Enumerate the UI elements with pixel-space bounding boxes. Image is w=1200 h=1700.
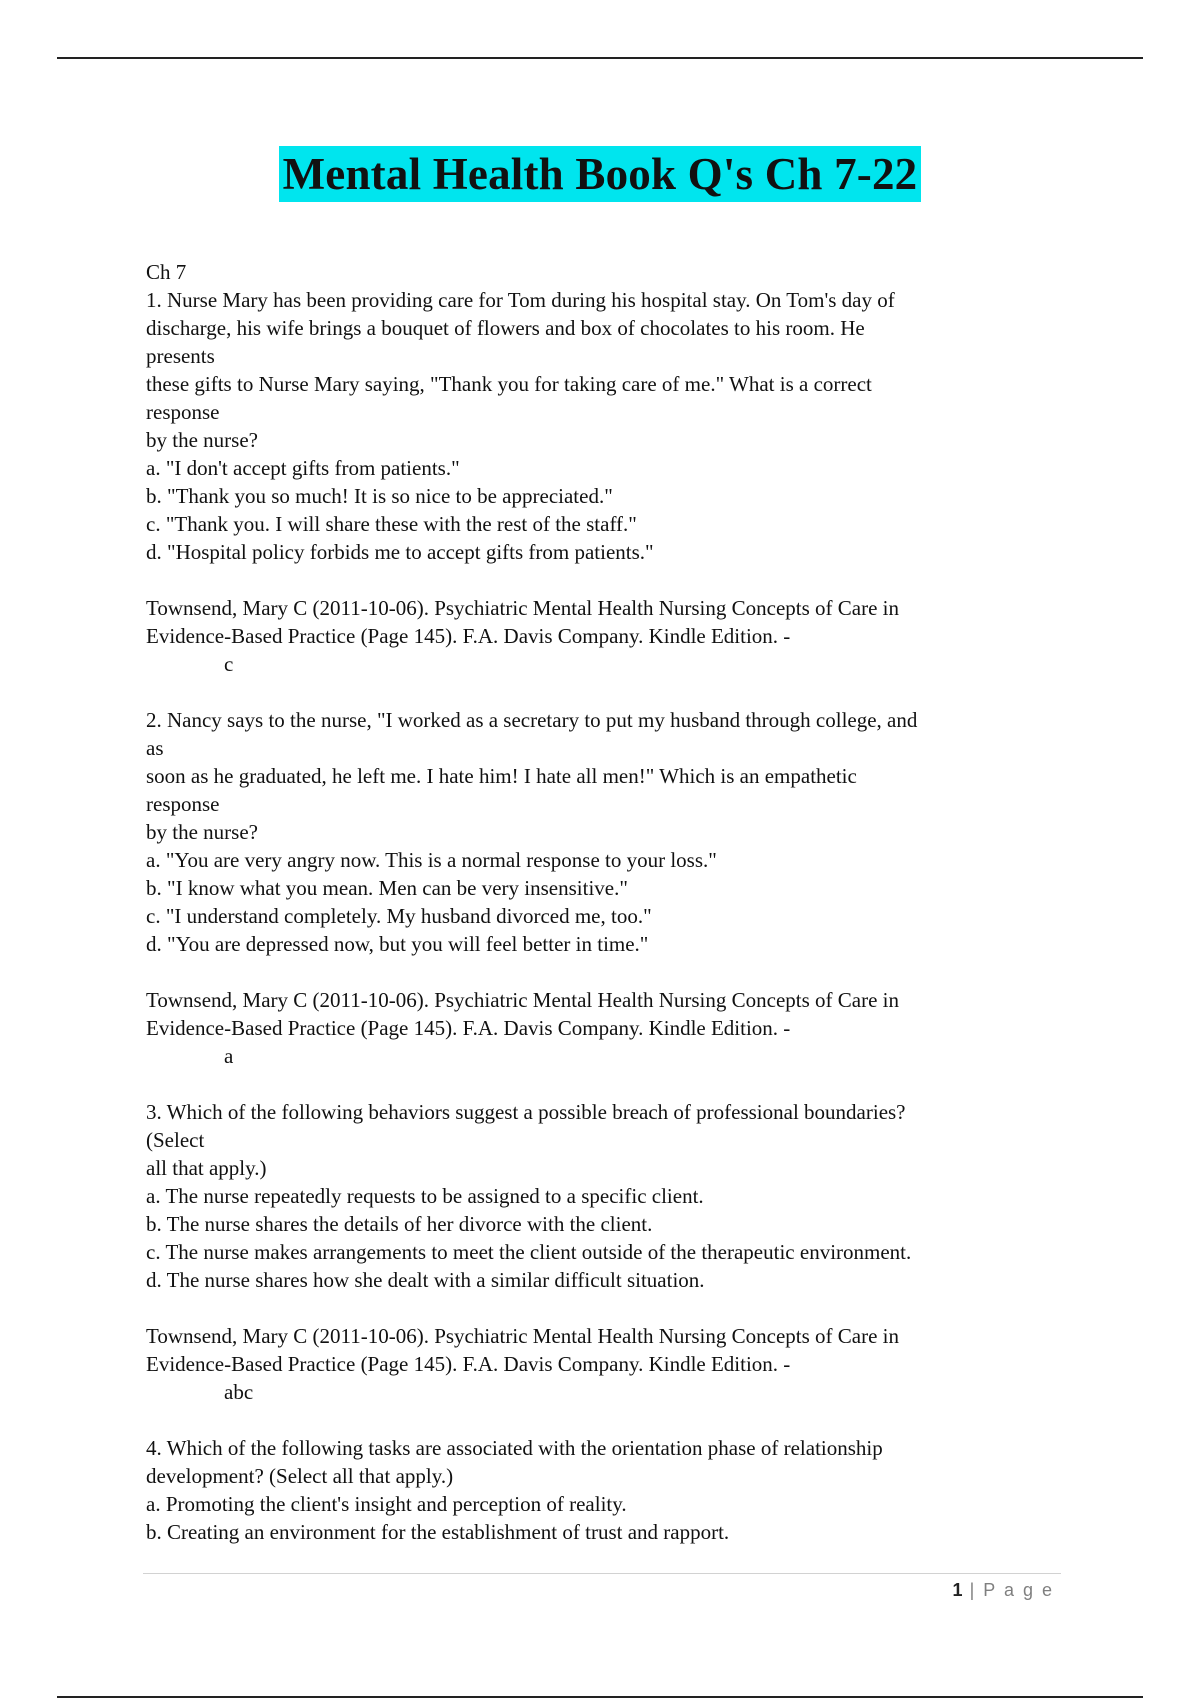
spacer — [146, 958, 1051, 986]
chapter-heading: Ch 7 — [146, 260, 187, 284]
option-a: a. "I don't accept gifts from patients." — [146, 456, 460, 480]
answer-key: abc — [224, 1380, 254, 1404]
question-line: by the nurse? — [146, 428, 258, 452]
question-line: all that apply.) — [146, 1156, 267, 1180]
document-body — [146, 258, 1051, 1546]
answer-key: c — [224, 652, 234, 676]
question-line: 1. Nurse Mary has been providing care for Tom during his hospital stay. On Tom's day of — [146, 288, 895, 312]
citation-line: Evidence-Based Practice (Page 145). F.A. Davis Company. Kindle Edition. - — [146, 1016, 791, 1040]
option-a: a. The nurse repeatedly requests to be assigned to a specific client. — [146, 1184, 704, 1208]
citation-line: Townsend, Mary C (2011-10-06). Psychiatric Mental Health Nursing Concepts of Care in — [146, 1324, 900, 1348]
answer-key: a — [224, 1044, 234, 1068]
citation-line: Evidence-Based Practice (Page 145). F.A. Davis Company. Kindle Edition. - — [146, 624, 791, 648]
question-3 — [146, 1098, 1051, 1294]
question-line: these gifts to Nurse Mary saying, "Thank you for taking care of me." What is a correct — [146, 372, 872, 396]
question-line: discharge, his wife brings a bouquet of flowers and box of chocolates to his room. He — [146, 316, 865, 340]
option-b: b. The nurse shares the details of her divorce with the client. — [146, 1212, 653, 1236]
source-citation-2 — [146, 986, 1051, 1070]
spacer — [146, 566, 1051, 594]
question-1 — [146, 286, 1051, 566]
spacer — [146, 1070, 1051, 1098]
question-line: response — [146, 792, 220, 816]
question-line: development? (Select all that apply.) — [146, 1464, 454, 1488]
option-d: d. "You are depressed now, but you will feel better in time." — [146, 932, 649, 956]
question-2 — [146, 706, 1051, 958]
footer-separator: | — [969, 1580, 977, 1600]
option-a: a. Promoting the client's insight and perception of reality. — [146, 1492, 627, 1516]
option-b: b. Creating an environment for the establishment of trust and rapport. — [146, 1520, 730, 1544]
spacer — [146, 678, 1051, 706]
question-line: (Select — [146, 1128, 205, 1152]
footer-divider — [143, 1573, 1061, 1574]
question-4 — [146, 1434, 1051, 1546]
document-title: Mental Health Book Q's Ch 7-22 — [279, 146, 922, 202]
option-b: b. "I know what you mean. Men can be very insensitive." — [146, 876, 628, 900]
question-line: soon as he graduated, he left me. I hate him! I hate all men!" Which is an empathetic — [146, 764, 857, 788]
question-line: response — [146, 400, 220, 424]
question-line: 4. Which of the following tasks are associated with the orientation phase of relationship — [146, 1436, 883, 1460]
question-line: by the nurse? — [146, 820, 258, 844]
question-line: presents — [146, 344, 215, 368]
page-footer — [953, 1580, 1054, 1601]
page-number: 1 — [952, 1580, 963, 1600]
source-citation-3 — [146, 1322, 1051, 1406]
page-label: P a g e — [983, 1580, 1054, 1600]
citation-line: Evidence-Based Practice (Page 145). F.A. Davis Company. Kindle Edition. - — [146, 1352, 791, 1376]
top-rule — [57, 57, 1143, 59]
spacer — [146, 1294, 1051, 1322]
spacer — [146, 1406, 1051, 1434]
title-wrap — [0, 146, 1200, 202]
bottom-rule — [57, 1696, 1143, 1698]
option-b: b. "Thank you so much! It is so nice to be appreciated." — [146, 484, 613, 508]
question-line: as — [146, 736, 164, 760]
option-d: d. The nurse shares how she dealt with a similar difficult situation. — [146, 1268, 705, 1292]
citation-line: Townsend, Mary C (2011-10-06). Psychiatric Mental Health Nursing Concepts of Care in — [146, 988, 900, 1012]
option-c: c. "I understand completely. My husband divorced me, too." — [146, 904, 652, 928]
option-a: a. "You are very angry now. This is a normal response to your loss." — [146, 848, 717, 872]
option-d: d. "Hospital policy forbids me to accept gifts from patients." — [146, 540, 654, 564]
source-citation-1 — [146, 594, 1051, 678]
question-line: 3. Which of the following behaviors suggest a possible breach of professional boundaries? — [146, 1100, 906, 1124]
option-c: c. "Thank you. I will share these with the rest of the staff." — [146, 512, 637, 536]
citation-line: Townsend, Mary C (2011-10-06). Psychiatric Mental Health Nursing Concepts of Care in — [146, 596, 900, 620]
option-c: c. The nurse makes arrangements to meet the client outside of the therapeutic environment. — [146, 1240, 912, 1264]
question-line: 2. Nancy says to the nurse, "I worked as a secretary to put my husband through college, and — [146, 708, 918, 732]
